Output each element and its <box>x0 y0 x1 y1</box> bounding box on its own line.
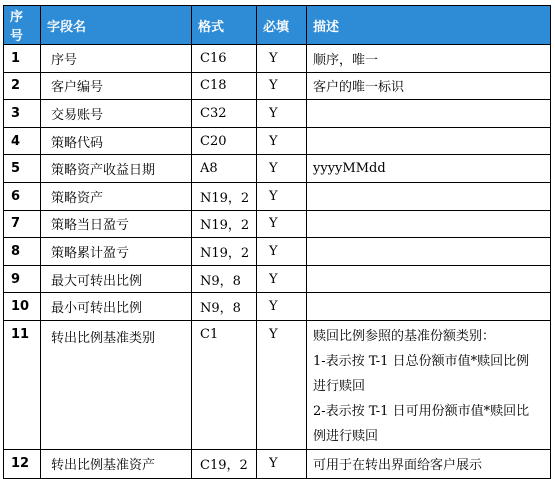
field-name: 转出比例基准资产 <box>41 449 192 478</box>
field-description: 客户的唯一标识 <box>307 72 551 100</box>
field-name: 最大可转出比例 <box>41 265 192 293</box>
row-number: 2 <box>4 72 41 100</box>
field-required: Y <box>257 182 307 210</box>
row-number: 10 <box>4 293 41 321</box>
description-line: 例进行赎回 <box>313 428 379 444</box>
field-description <box>307 127 551 155</box>
field-required: Y <box>257 265 307 293</box>
field-format: N9，8 <box>192 293 257 321</box>
table-row <box>4 210 551 238</box>
field-format: C20 <box>192 127 257 155</box>
table-row <box>4 127 551 155</box>
field-name: 策略资产 <box>41 182 192 210</box>
field-required: Y <box>257 320 307 449</box>
field-required: Y <box>257 127 307 155</box>
field-required: Y <box>257 100 307 128</box>
header-field: 字段名 <box>41 6 192 45</box>
field-name: 交易账号 <box>41 100 192 128</box>
table-row <box>4 238 551 266</box>
field-required: Y <box>257 45 307 73</box>
row-number: 9 <box>4 265 41 293</box>
table-row <box>4 265 551 293</box>
description-line: 1-表示按 T-1 日总份额市值*赎回比例 <box>313 353 530 369</box>
field-description <box>307 265 551 293</box>
field-required: Y <box>257 293 307 321</box>
field-required: Y <box>257 155 307 183</box>
field-description <box>307 182 551 210</box>
field-name: 客户编号 <box>41 72 192 100</box>
field-name: 转出比例基准类别 <box>41 320 192 449</box>
row-number: 11 <box>4 320 41 449</box>
field-format: C19，2 <box>192 449 257 478</box>
table-row <box>4 293 551 321</box>
field-required: Y <box>257 210 307 238</box>
field-required: Y <box>257 72 307 100</box>
field-format: N19，2 <box>192 210 257 238</box>
row-number: 12 <box>4 449 41 478</box>
row-number: 7 <box>4 210 41 238</box>
header-no: 序号 <box>4 6 41 45</box>
row-number: 3 <box>4 100 41 128</box>
row-number: 1 <box>4 45 41 73</box>
field-format: C1 <box>192 320 257 449</box>
table-row <box>4 182 551 210</box>
field-description <box>307 293 551 321</box>
field-name: 策略资产收益日期 <box>41 155 192 183</box>
field-format: N19，2 <box>192 182 257 210</box>
field-required: Y <box>257 449 307 478</box>
field-format: N9，8 <box>192 265 257 293</box>
table-header-row <box>4 6 551 45</box>
table-row <box>4 72 551 100</box>
field-description: 可用于在转出界面给客户展示 <box>307 449 551 478</box>
field-name: 策略代码 <box>41 127 192 155</box>
field-name: 策略当日盈亏 <box>41 210 192 238</box>
row-number: 8 <box>4 238 41 266</box>
field-name: 最小可转出比例 <box>41 293 192 321</box>
field-definition-table <box>3 5 551 479</box>
field-description: yyyyMMdd <box>307 155 551 183</box>
description-line: 2-表示按 T-1 日可用份额市值*赎回比 <box>313 403 530 419</box>
field-name: 序号 <box>41 45 192 73</box>
row-number: 6 <box>4 182 41 210</box>
header-format: 格式 <box>192 6 257 45</box>
field-required: Y <box>257 238 307 266</box>
description-line: 进行赎回 <box>313 378 366 394</box>
field-description <box>307 210 551 238</box>
field-description <box>307 238 551 266</box>
field-format: A8 <box>192 155 257 183</box>
row-number: 5 <box>4 155 41 183</box>
field-format: N19，2 <box>192 238 257 266</box>
header-required: 必填 <box>257 6 307 45</box>
field-description: 顺序，唯一 <box>307 45 551 73</box>
field-format: C32 <box>192 100 257 128</box>
field-description <box>307 320 551 449</box>
header-description: 描述 <box>307 6 551 45</box>
table-row <box>4 449 551 478</box>
field-format: C18 <box>192 72 257 100</box>
table-row <box>4 320 551 449</box>
field-name: 策略累计盈亏 <box>41 238 192 266</box>
row-number: 4 <box>4 127 41 155</box>
table-row <box>4 45 551 73</box>
description-line: 赎回比例参照的基准份额类别： <box>313 328 496 344</box>
field-description <box>307 100 551 128</box>
table-row <box>4 155 551 183</box>
field-format: C16 <box>192 45 257 73</box>
table-row <box>4 100 551 128</box>
